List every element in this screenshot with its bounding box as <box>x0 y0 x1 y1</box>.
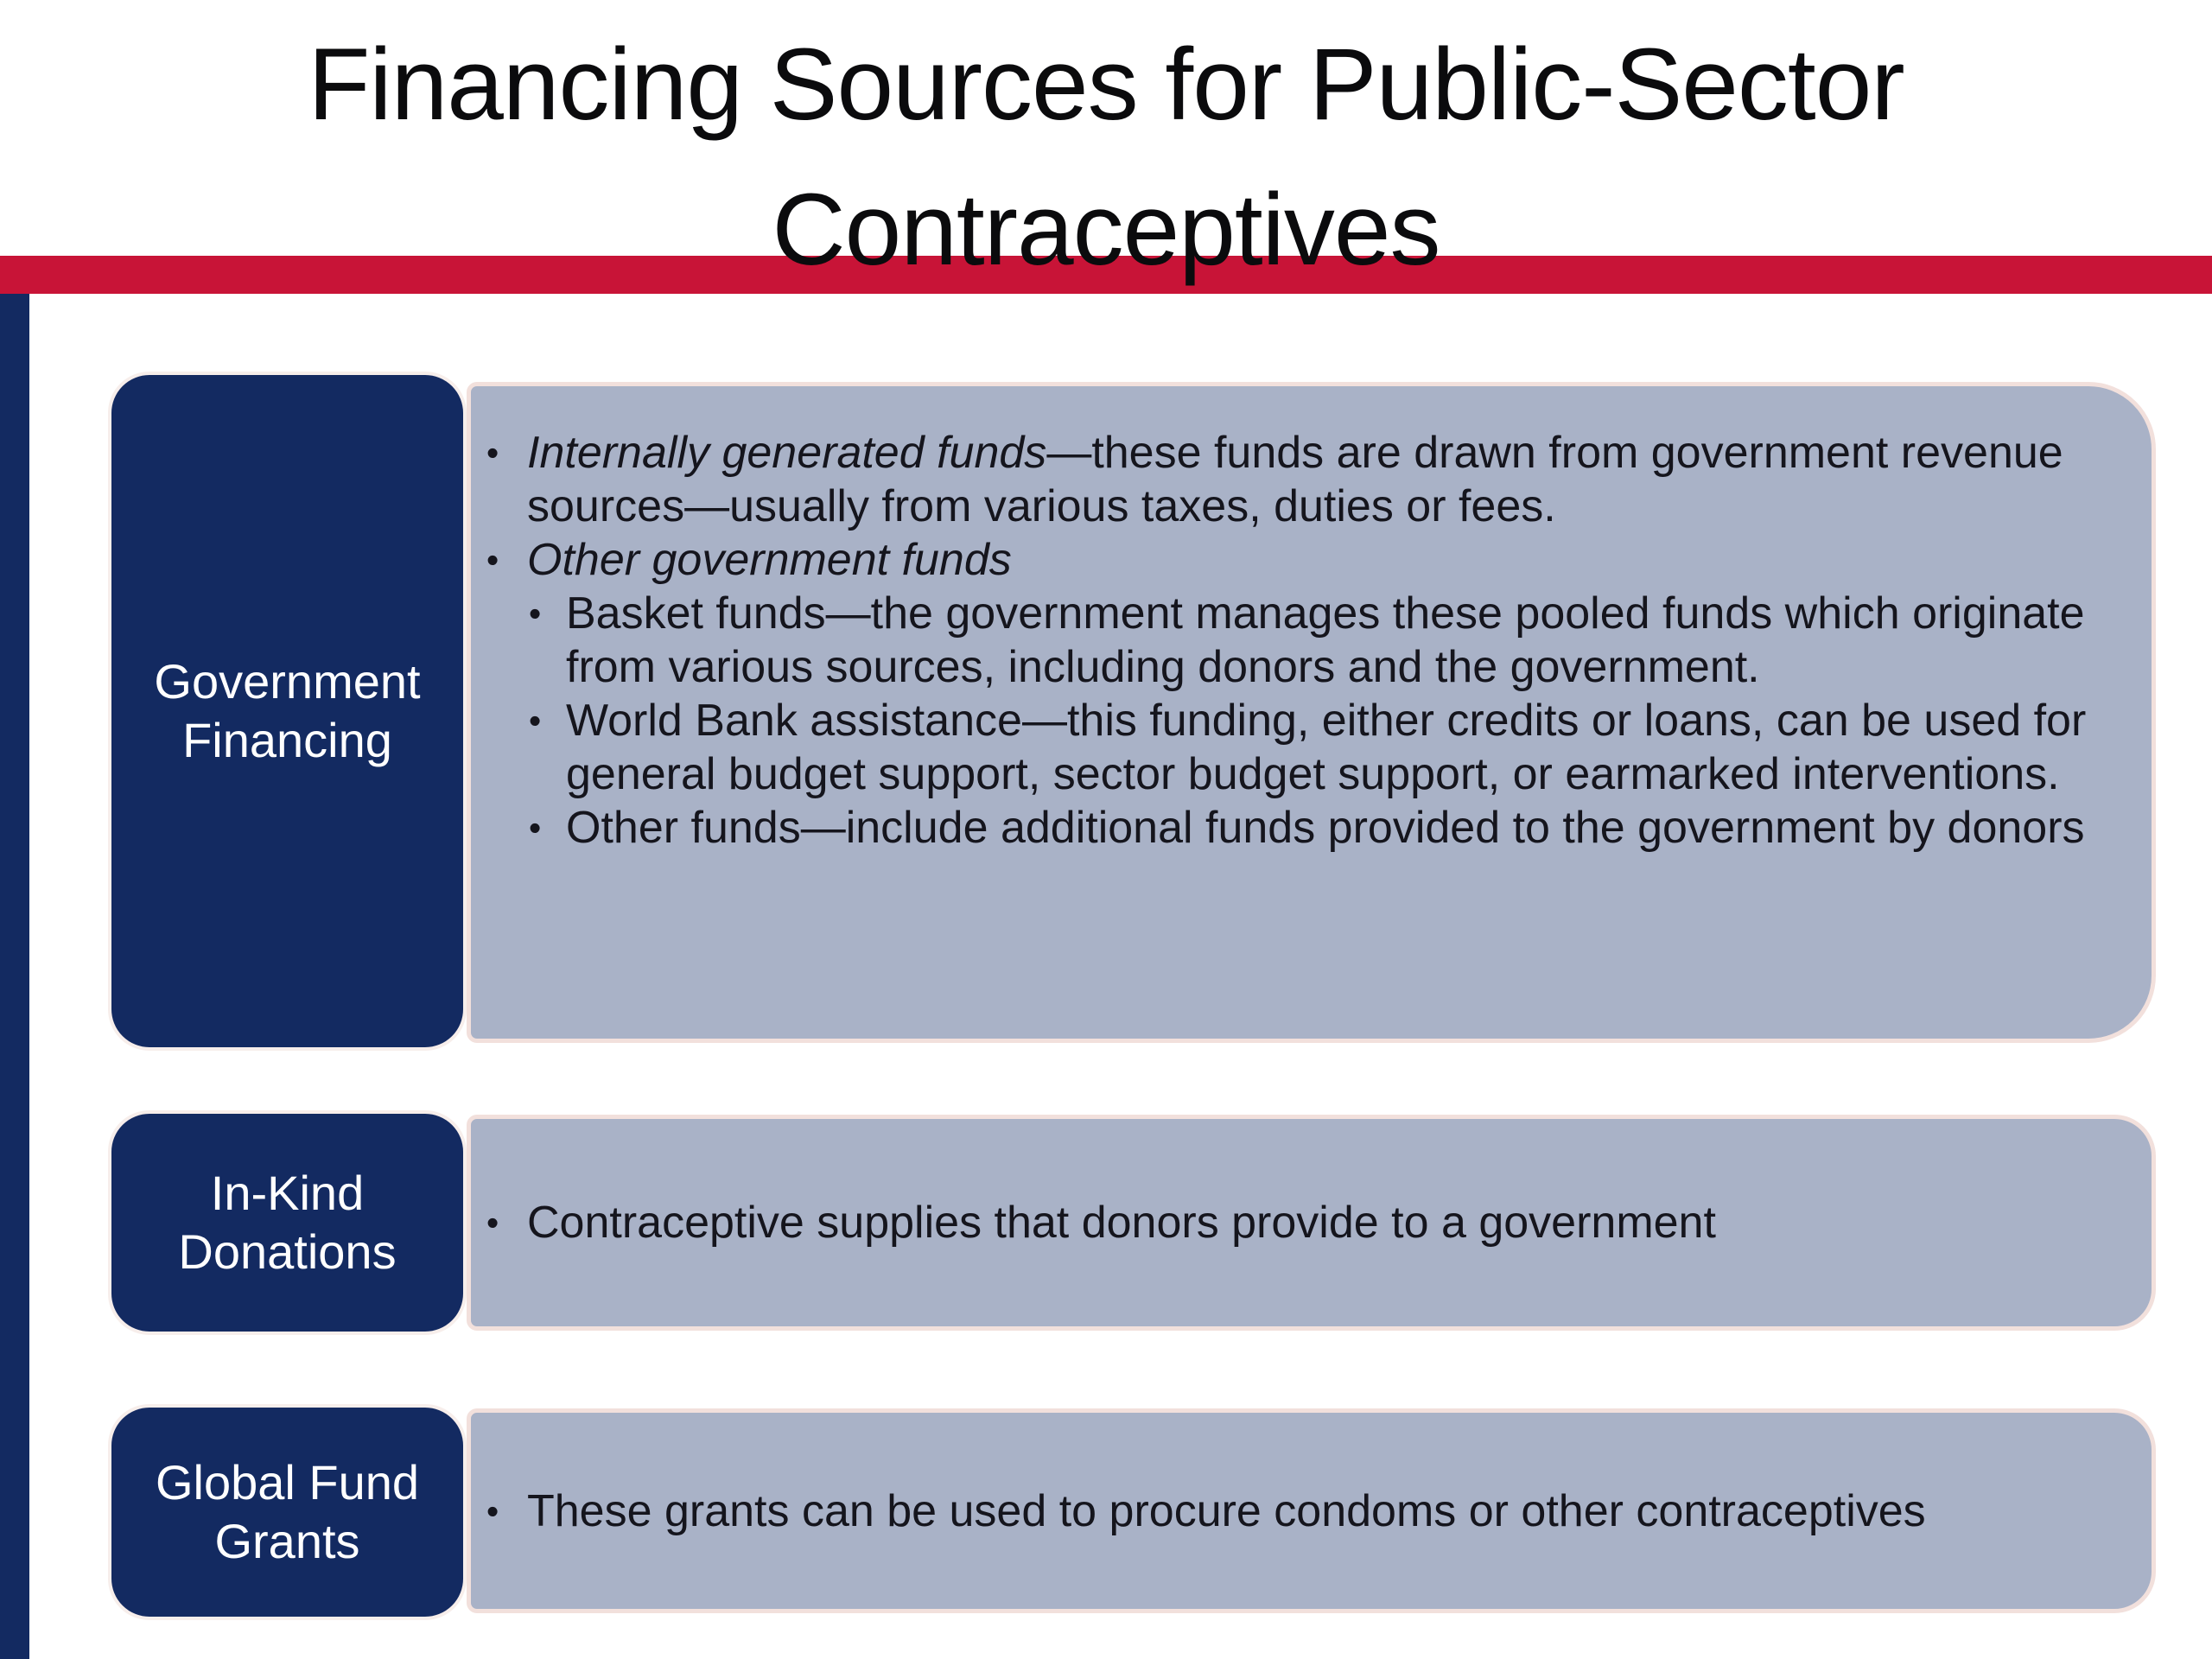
bullet-dot-icon: • <box>486 1203 499 1243</box>
row-label: In-Kind Donations <box>178 1166 397 1279</box>
bullet-text: Other funds—include additional funds provided to the government by donors <box>566 803 2085 853</box>
bullet-item <box>471 1484 2091 1538</box>
title-line-2: Contraceptives <box>772 173 1440 287</box>
bullet-dot-icon: • <box>529 594 542 633</box>
bullet-dot-icon: • <box>529 701 542 741</box>
bullet-dot-icon: • <box>486 540 499 580</box>
bullet-text: Other government funds <box>527 535 1012 585</box>
bullet-text: Basket funds—the government manages these pooled funds which originate from various sources, including donors and the government. <box>566 588 2085 692</box>
title-line-1: Financing Sources for Public-Sector <box>308 28 1904 142</box>
row-label: Government Financing <box>154 654 421 767</box>
bullet-list <box>471 1413 2152 1609</box>
bullet-text: World Bank assistance—this funding, either credits or loans, can be used for general budget support, sector budget support, or earmarked interventions. <box>566 696 2087 799</box>
bullet-text: Internally generated funds—these funds are drawn from government revenue sources—usually from various taxes, duties or fees. <box>527 428 2063 531</box>
bullet-dot-icon: • <box>486 433 499 473</box>
row-label: Global Fund Grants <box>155 1455 420 1568</box>
row-label-box <box>108 1404 467 1620</box>
bullet-text: These grants can be used to procure condoms or other contraceptives <box>527 1485 1926 1536</box>
bullet-dot-icon: • <box>529 808 542 848</box>
bullet-dot-icon: • <box>486 1491 499 1531</box>
bullet-text: Contraceptive supplies that donors provide to a government <box>527 1198 1716 1248</box>
row-content-box <box>467 1408 2156 1613</box>
